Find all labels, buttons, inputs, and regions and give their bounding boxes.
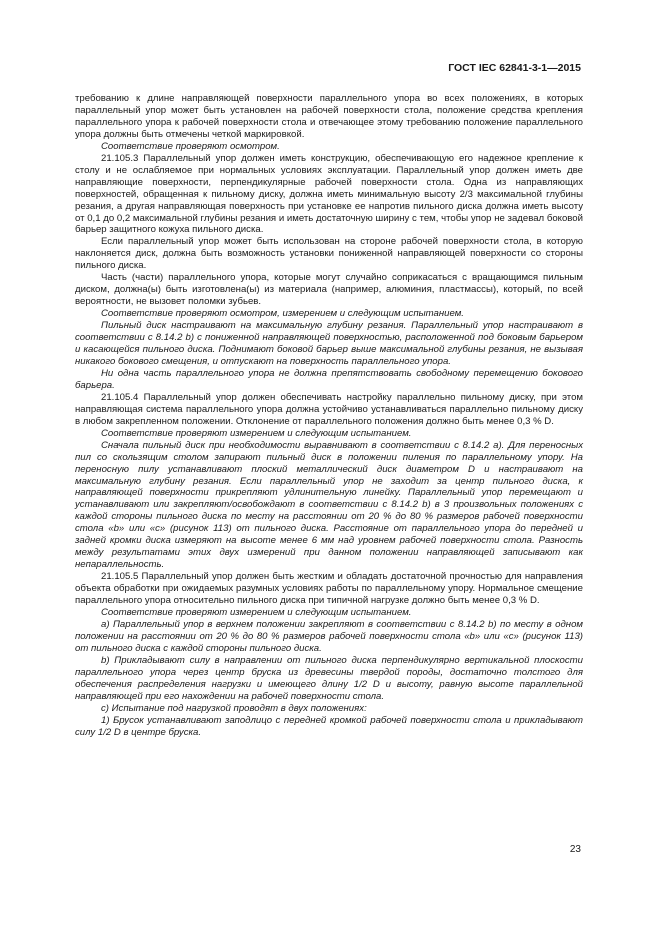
page-number: 23 — [569, 844, 581, 855]
paragraph: 21.105.5 Параллельный упор должен быть жестким и обладать достаточной прочностью для направления объекта обработки при ожидаемых разумных условиях работы по параллельному упору. Нормальное смещение параллельного упора относительно пильного диска при типичной нагрузке должно быть менее 0,3 % D. — [75, 571, 583, 607]
paragraph: Соответствие проверяют измерением и следующим испытанием. — [101, 427, 412, 439]
paragraph: Соответствие проверяют измерением и следующим испытанием. — [101, 606, 412, 618]
document-code-header: ГОСТ IEC 62841-3-1—2015 — [448, 62, 581, 74]
paragraph: Ни одна часть параллельного упора не должна препятствовать свободному перемещению бокового барьера. — [75, 367, 583, 391]
document-body — [75, 93, 583, 738]
paragraph: Соответствие проверяют осмотром, измерением и следующим испытанием. — [101, 308, 464, 320]
paragraph: Соответствие проверяют осмотром. — [101, 140, 280, 152]
paragraph: 21.105.3 Параллельный упор должен иметь конструкцию, обеспечивающую его надежное крепление к столу и не ослабляемое при нормальных условиях эксплуатации. Параллельный упор должен иметь две направляющие поверхности, перпендикулярные рабочей поверхности стола. Одна из направляющих поверхностей, обращенная к пильному диску, должна иметь минимальную высоту 2/3 максимальной глубины резания, а другая направляющая поверхность при установке ее напротив пильного диска должна иметь высоту от 0,1 до 0,2 максимальной глубины резания и иметь достаточную ширину с тем, чтобы упор не задевал боковой барьер защитного кожуха пильного диска. — [75, 152, 583, 236]
paragraph: Если параллельный упор может быть использован на стороне рабочей поверхности стола, в которую наклоняется диск, должна быть возможность установки пониженной направляющей поверхности со стороны пильного диска. — [75, 236, 583, 272]
paragraph: Сначала пильный диск при необходимости выравнивают в соответствии с 8.14.2 а). Для переносных пил со скользящим столом запирают пильный диск в положении пиления по параллельному упору. На переносную пилу устанавливают плоский металлический диск диаметром D и настраивают на максимальную глубину резания. Если параллельный упор не заходит за центр пильного диска, к направляющей поверхности прикрепляют удлинительную линейку. Параллельный упор перемещают и устанавливают или закрепляют/освобождают в соответствии с 8.14.2 b) в 3 произвольных положениях с каждой стороны пильного диска по месту на расстоянии от 20 % до 80 % размеров рабочей поверхности стола «b» или «с» (рисунок 113) от пильного диска. Расстояние от параллельного упора до передней и задней кромки диска измеряют на высоте менее 6 мм над уровнем рабочей поверхности стола. Разность между результатами этих двух измерений при данном положении направляющей записывают как непараллельность. — [75, 439, 583, 571]
paragraph: с) Испытание под нагрузкой проводят в двух положениях: — [101, 702, 367, 714]
paragraph: 1) Брусок устанавливают заподлицо с передней кромкой рабочей поверхности стола и прикладывают силу 1/2 D в центре бруска. — [75, 714, 583, 738]
paragraph: а) Параллельный упор в верхнем положении закрепляют в соответствии с 8.14.2 b) по месту в одном положении на расстоянии от 20 % до 80 % размеров рабочей поверхности стола «b» или «с» (рисунок 113) от пильного диска с каждой стороны пильного диска. — [75, 618, 583, 654]
paragraph: 21.105.4 Параллельный упор должен обеспечивать настройку параллельно пильному диску, при этом направляющая система параллельного упора должна устойчиво устанавливаться параллельно пильному диску в любом закрепленном положении. Отклонение от параллельного положения должно быть менее 0,3 % D. — [75, 391, 583, 427]
paragraph: Часть (части) параллельного упора, которые могут случайно соприкасаться с вращающимся пильным диском, должна(ы) быть изготовлена(ы) из материала (например, алюминия, пластмассы), который, по всей вероятности, не вызовет поломки зубьев. — [75, 272, 583, 308]
paragraph: b) Прикладывают силу в направлении от пильного диска перпендикулярно вертикальной плоскости параллельного упора через центр бруска из древесины твердой породы, достаточно толстого для обеспечения распределения нагрузки и имеющего длину 1/2 D и высоту, равную высоте параллельной направляющей при его нахождении на рабочей поверхности стола. — [75, 654, 583, 702]
paragraph: Пильный диск настраивают на максимальную глубину резания. Параллельный упор настраивают в соответствии с 8.14.2 b) с пониженной направляющей поверхностью, расположенной под боковым барьером и касающейся пильного диска. Поднимают боковой барьер выше максимальной глубины резания, не вызывая никакого бокового смещения, и отпускают на поверхность параллельного упора. — [75, 320, 583, 367]
paragraph: требованию к длине направляющей поверхности параллельного упора во всех положениях, в которых параллельный упор может быть установлен на рабочей поверхности стола, положение средства крепления параллельного упора к рабочей поверхности стола и отвечающее этому требованию положение параллельного упора должны быть отмечены четкой маркировкой. — [75, 93, 583, 140]
